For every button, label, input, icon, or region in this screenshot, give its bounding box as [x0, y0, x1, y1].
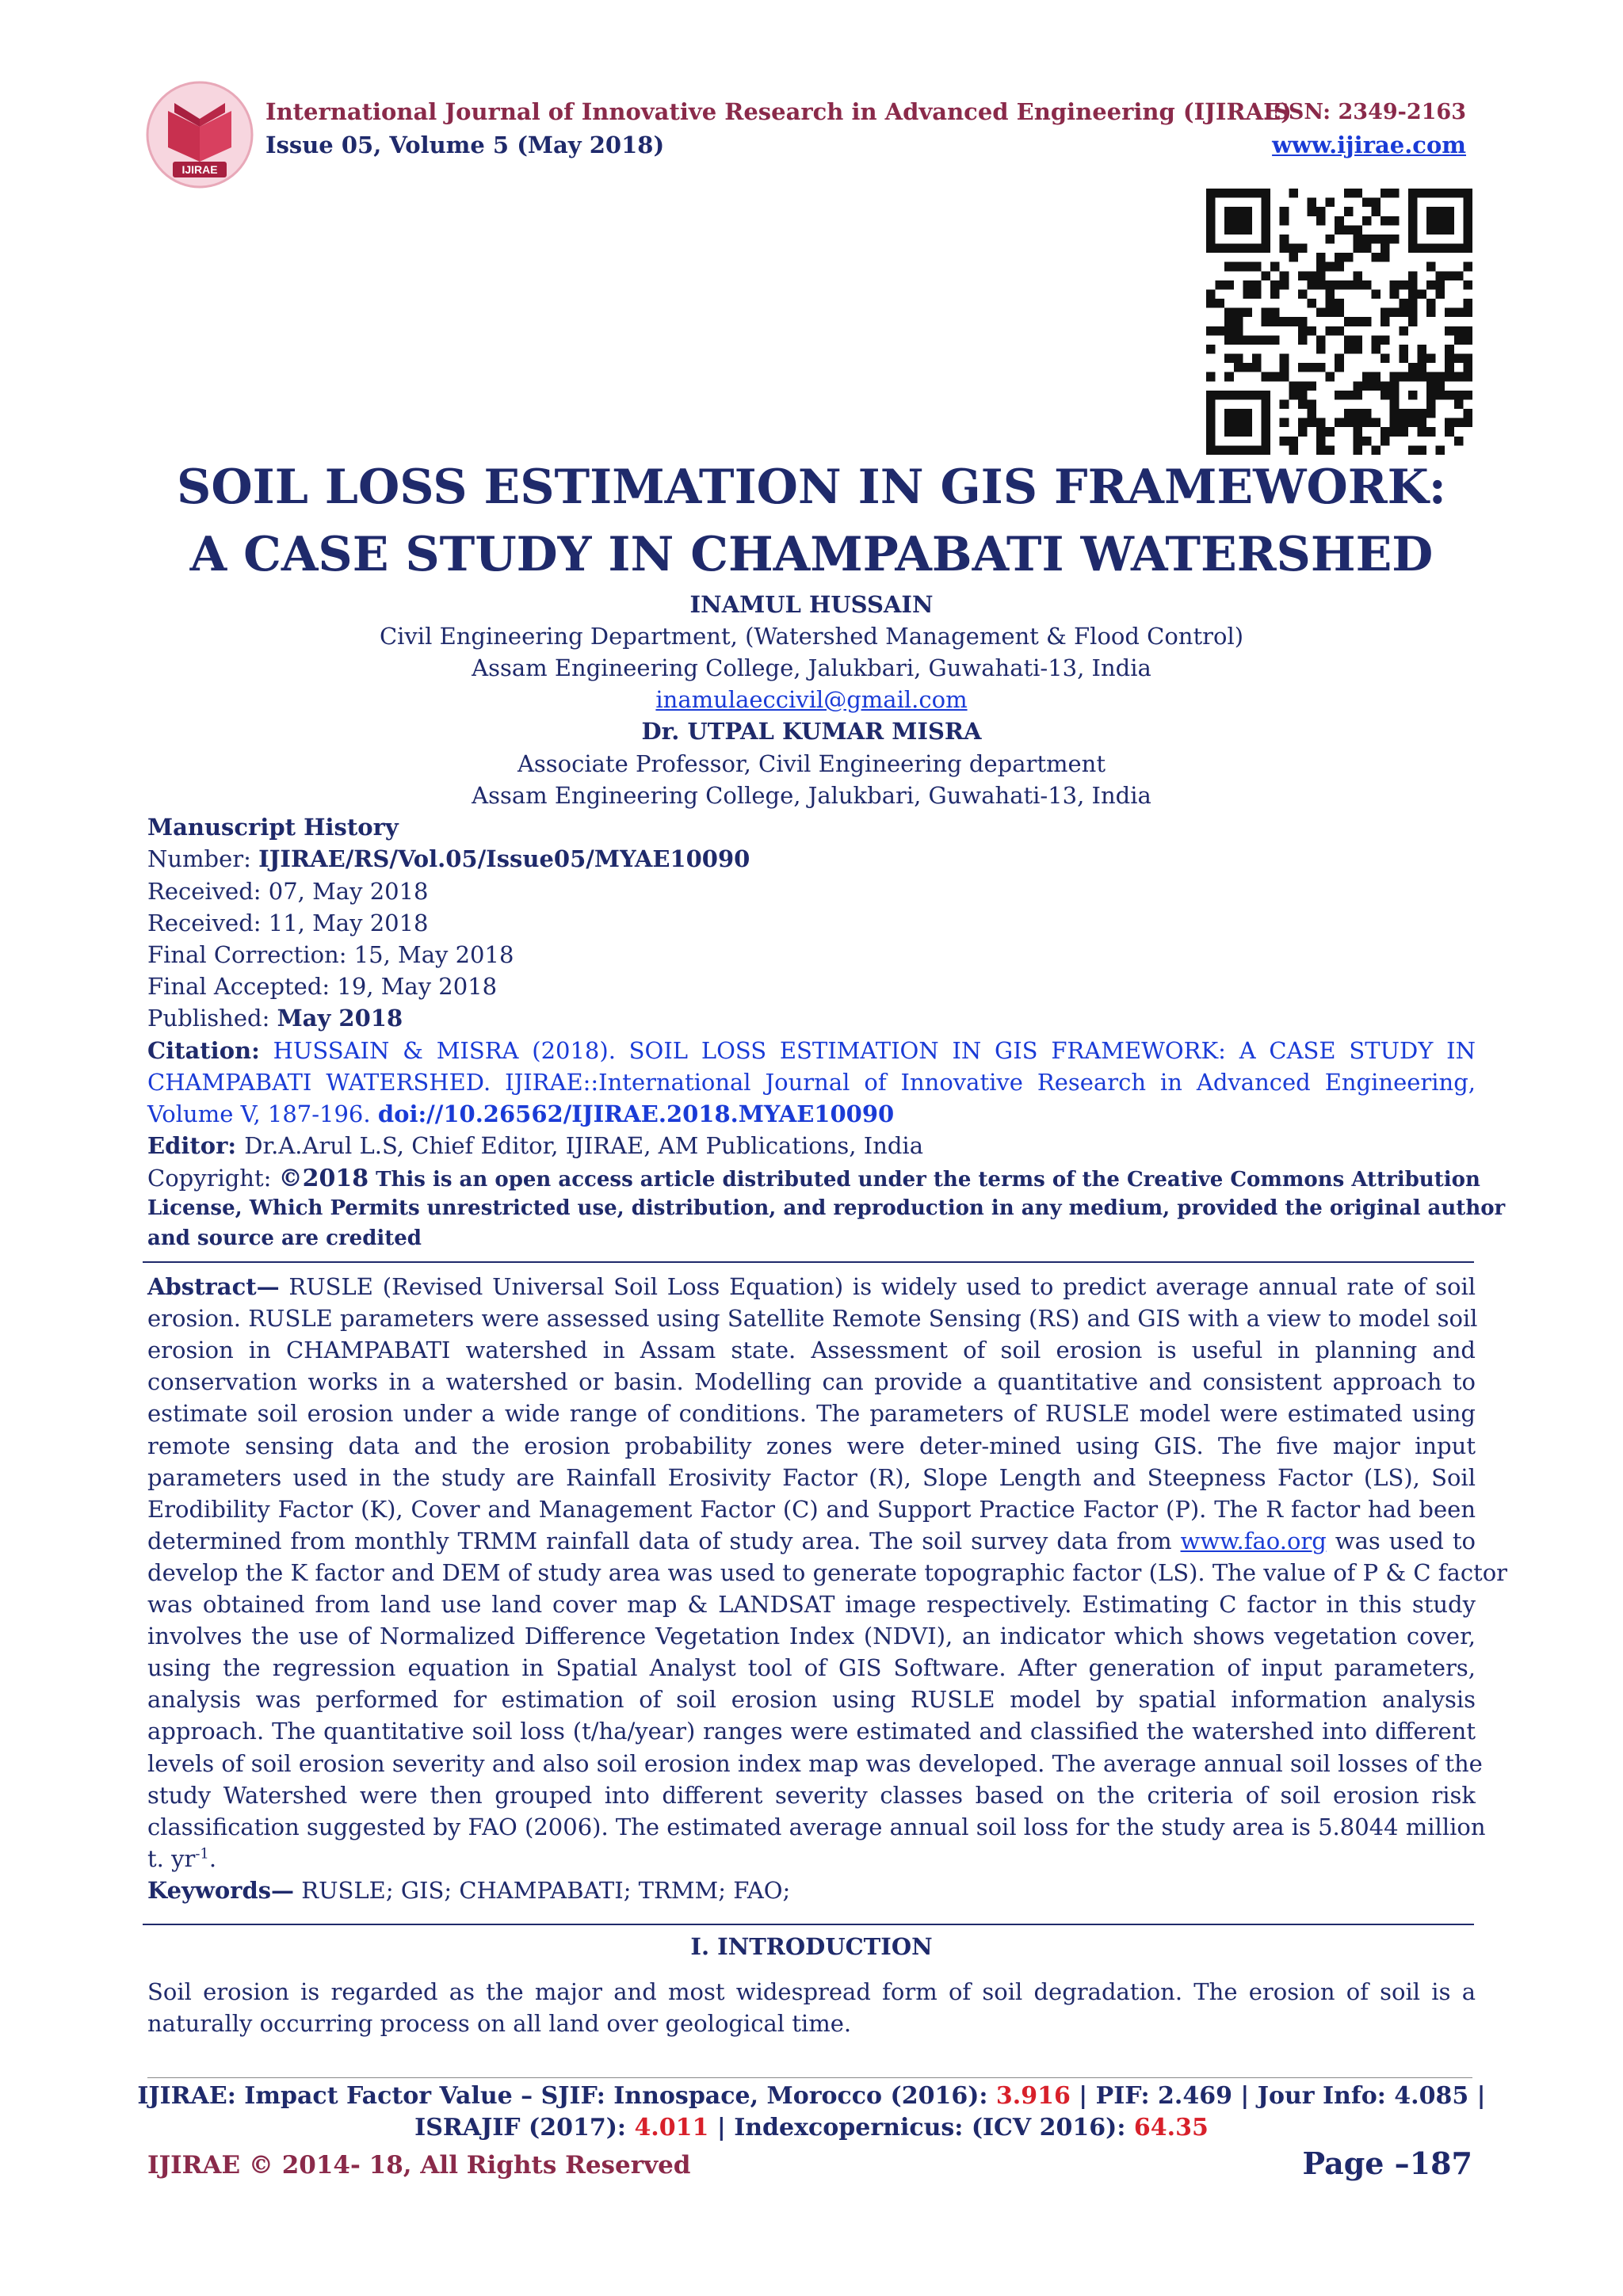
abstract-line: classification suggested by FAO (2006). The estimated average annual soil loss for the study area is 5.8044 million	[147, 1813, 1486, 1840]
logo-text: IJIRAE	[181, 163, 218, 176]
ijirae-logo	[144, 79, 255, 190]
abstract-line: remote sensing data and the erosion probability zones were deter-mined using GIS. The five major input	[147, 1432, 1476, 1459]
manuscript-number-label: Number:	[147, 845, 259, 872]
journal-url-link[interactable]: www.ijirae.com	[1272, 132, 1466, 158]
abstract-line: erosion. RUSLE parameters were assessed using Satellite Remote Sensing (RS) and GIS with a view to model soil	[147, 1305, 1478, 1333]
editor-value: Dr.A.Arul L.S, Chief Editor, IJIRAE, AM Publications, India	[244, 1132, 923, 1159]
copyright-line-2: License, Which Permits unrestricted use, distribution, and reproduction in any medium, provided the original author	[147, 1196, 1506, 1220]
section-divider-2	[143, 1924, 1474, 1925]
icv-value: 64.35	[1133, 2114, 1209, 2142]
abstract-line: conservation works in a watershed or basin. Modelling can provide a quantitative and consistent approach to	[147, 1368, 1476, 1396]
keywords-label: Keywords—	[147, 1876, 295, 1904]
abstract-line: develop the K factor and DEM of study area was used to generate topographic factor (LS). The value of P & C factor	[147, 1558, 1508, 1586]
citation-line-2: CHAMPABATI WATERSHED. IJIRAE::International Journal of Innovative Research in Advanced Engineering,	[147, 1069, 1476, 1096]
abstract-line: study Watershed were then grouped into different severity classes based on the criteria of soil erosion risk	[147, 1781, 1476, 1809]
keywords-line	[147, 1877, 790, 1904]
abstract-line: levels of soil erosion severity and also soil erosion index map was developed. The average annual soil losses of the	[147, 1749, 1483, 1777]
abstract-line: Abstract— RUSLE (Revised Universal Soil Loss Equation) is widely used to predict average annual rate of soil	[147, 1273, 1476, 1300]
doi-link[interactable]: doi://10.26562/IJIRAE.2018.MYAE10090	[377, 1100, 895, 1127]
israjif-value: 4.011	[634, 2114, 709, 2142]
published-date	[147, 1005, 403, 1032]
journal-issue: Issue 05, Volume 5 (May 2018)	[265, 132, 665, 158]
author-2-name: Dr. UTPAL KUMAR MISRA	[641, 718, 982, 745]
journal-issn: ISSN: 2349-2163	[1263, 100, 1466, 124]
published-value: May 2018	[277, 1005, 403, 1032]
author-1-affiliation-1: Civil Engineering Department, (Watershed Management & Flood Control)	[379, 623, 1244, 650]
author-1-affiliation-2: Assam Engineering College, Jalukbari, Guwahati-13, India	[472, 654, 1151, 681]
abstract-line: estimate soil erosion under a wide range of conditions. The parameters of RUSLE model were estimated using	[147, 1400, 1476, 1428]
manuscript-history-heading: Manuscript History	[147, 814, 399, 841]
footer-divider	[147, 2077, 1472, 2078]
editor-label: Editor:	[147, 1132, 245, 1159]
copyright-label: Copyright:	[147, 1165, 279, 1192]
abstract-line: analysis was performed for estimation of soil erosion using RUSLE model by spatial information analysis	[147, 1686, 1476, 1714]
copyright-year: ©2018	[278, 1165, 369, 1192]
journal-name: International Journal of Innovative Research in Advanced Engineering (IJIRAE)	[265, 98, 1292, 125]
abstract-line: involves the use of Normalized Difference Vegetation Index (NDVI), an indicator which shows vegetation cover,	[147, 1623, 1476, 1650]
abstract-line: parameters used in the study are Rainfall Erosivity Factor (R), Slope Length and Steepness Factor (LS), Soil	[147, 1463, 1476, 1491]
author-2-affiliation-2: Assam Engineering College, Jalukbari, Guwahati-13, India	[472, 782, 1151, 809]
copyright-line-3: and source are credited	[147, 1226, 422, 1250]
paper-title-line-1: SOIL LOSS ESTIMATION IN GIS FRAMEWORK:	[177, 460, 1446, 515]
introduction-heading: I. INTRODUCTION	[690, 1933, 933, 1960]
manuscript-number	[147, 845, 750, 872]
sjif-value: 3.916	[995, 2082, 1071, 2110]
copyright-line-1: Copyright: ©2018 This is an open access article distributed under the terms of the Creative Commons Attribution	[147, 1165, 1480, 1192]
final-correction-date: Final Correction: 15, May 2018	[147, 941, 514, 968]
author-1-email-link[interactable]: inamulaeccivil@gmail.com	[655, 686, 968, 713]
paper-title-line-2: A CASE STUDY IN CHAMPABATI WATERSHED	[189, 527, 1434, 582]
abstract-line: Erodibility Factor (K), Cover and Management Factor (C) and Support Practice Factor (P). The R factor had been	[147, 1495, 1476, 1523]
intro-line-2: naturally occurring process on all land over geological time.	[147, 2010, 852, 2037]
footer-impact-line-2: ISRAJIF (2017): 4.011 | Indexcopernicus: (ICV 2016): 64.35	[414, 2114, 1209, 2142]
abstract-line: determined from monthly TRMM rainfall data of study area. The soil survey data from www.fao.org was used to	[147, 1527, 1476, 1554]
keywords-list: RUSLE; GIS; CHAMPABATI; TRMM; FAO;	[294, 1876, 791, 1904]
citation-line-3: Volume V, 187-196. doi://10.26562/IJIRAE.2018.MYAE10090	[147, 1100, 895, 1127]
section-divider-1	[143, 1261, 1474, 1263]
qr-code	[1206, 189, 1472, 455]
citation-label: Citation:	[147, 1037, 260, 1064]
final-accepted-date: Final Accepted: 19, May 2018	[147, 973, 498, 1000]
author-2-affiliation-1: Associate Professor, Civil Engineering department	[517, 750, 1106, 777]
footer-impact-line-1: IJIRAE: Impact Factor Value – SJIF: Innospace, Morocco (2016): 3.916 | PIF: 2.469 | Jour Info: 4.085 |	[137, 2082, 1486, 2110]
abstract-last-line: t. $yr^{-1}$.	[147, 1844, 217, 1872]
abstract-line: using the regression equation in Spatial Analyst tool of GIS Software. After generation of input parameters,	[147, 1654, 1476, 1682]
editor-line	[147, 1132, 923, 1159]
fao-link[interactable]: www.fao.org	[1180, 1527, 1327, 1554]
received-date-2: Received: 11, May 2018	[147, 910, 429, 936]
page-number: Page –187	[1302, 2145, 1472, 2181]
abstract-line: erosion in CHAMPABATI watershed in Assam state. Assessment of soil erosion is useful in planning and	[147, 1337, 1476, 1364]
abstract-line: was obtained from land use land cover map & LANDSAT image respectively. Estimating C factor in this study	[147, 1591, 1476, 1618]
intro-line-1: Soil erosion is regarded as the major and most widespread form of soil degradation. The erosion of soil is a	[147, 1978, 1476, 2005]
received-date-1: Received: 07, May 2018	[147, 878, 429, 905]
published-label: Published:	[147, 1005, 277, 1032]
footer-rights: IJIRAE © 2014- 18, All Rights Reserved	[147, 2151, 691, 2180]
abstract-line: approach. The quantitative soil loss (t/ha/year) ranges were estimated and classified the watershed into different	[147, 1718, 1476, 1745]
manuscript-number-value: IJIRAE/RS/Vol.05/Issue05/MYAE10090	[258, 845, 750, 872]
author-1-name: INAMUL HUSSAIN	[689, 591, 934, 618]
citation-line-1: Citation: HUSSAIN & MISRA (2018). SOIL LOSS ESTIMATION IN GIS FRAMEWORK: A CASE STUDY IN	[147, 1037, 1476, 1064]
abstract-label: Abstract—	[147, 1273, 280, 1300]
